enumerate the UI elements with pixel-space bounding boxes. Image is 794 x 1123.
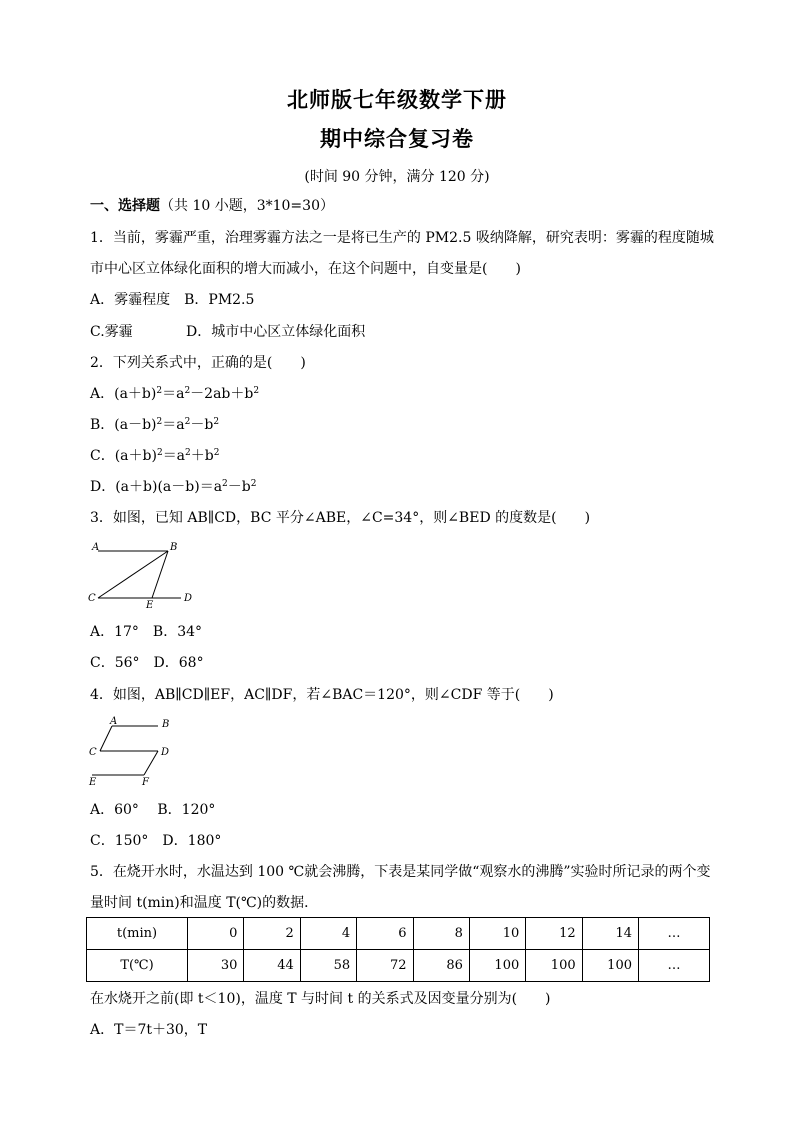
table-cell: 58 (300, 950, 356, 982)
q3-label-e: E (146, 600, 154, 608)
table-cell: 4 (300, 918, 356, 950)
q3-label-b: B (170, 542, 178, 553)
q5-option-a: A．T＝7t＋30，T (90, 1022, 208, 1038)
q4-label-c: C (89, 747, 97, 758)
table-cell: 12 (526, 918, 582, 950)
q5-stem-line3: 在水烧开之前(即 t＜10)，温度 T 与时间 t 的关系式及因变量分别为( ) (90, 991, 551, 1007)
q2-option-a: A．$(a+b)^2=a^2-2ab+b^2$ (90, 386, 260, 402)
table-cell: 44 (244, 950, 300, 982)
table-cell: 14 (582, 918, 638, 950)
q4-options-ab: A．60° B．120° (90, 802, 216, 818)
q5-stem-line2: 量时间 t(min)和温度 T(℃)的数据． (90, 895, 319, 911)
table-cell: … (639, 950, 710, 982)
table-cell: 0 (188, 918, 244, 950)
q3-label-d: D (184, 593, 193, 604)
q2-option-c: C．$(a+b)^2=a^2+b^2$ (90, 448, 220, 464)
q4-label-b: B (162, 719, 170, 730)
q1-stem-line1: 1．当前，雾霾严重，治理雾霾方法之一是将已生产的 PM2.5 吸纳降解，研究表明：雾霾的程度随城 (90, 230, 714, 246)
q3-line-be (152, 551, 168, 598)
q4-label-f: F (142, 777, 149, 786)
table-cell: 2 (244, 918, 300, 950)
section-title: 一、选择题 (90, 198, 160, 214)
q1-options-ab: A．雾霾程度 B．PM2.5 (90, 292, 255, 308)
q3-options-ab: A．17° B．34° (90, 624, 203, 640)
table-cell: 100 (582, 950, 638, 982)
q3-line-bc (98, 551, 168, 598)
q5-stem-line1: 5．在烧开水时，水温达到 100 ℃就会沸腾，下表是某同学做“观察水的沸腾”实验时所记录的两个变 (90, 864, 711, 880)
section-detail: （共 10 小题，3*10=30） (160, 198, 334, 214)
q3-label-c: C (88, 593, 96, 604)
q4-options-cd: C．150° D．180° (90, 833, 222, 849)
table-cell: 10 (469, 918, 525, 950)
q3-figure (86, 538, 216, 608)
document-title: 北师版七年级数学下册 (287, 88, 507, 112)
table-cell: 86 (413, 950, 469, 982)
table-cell: … (639, 918, 710, 950)
section-heading (90, 196, 334, 216)
q1-stem-line2: 市中心区立体绿化面积的增大而减小，在这个问题中，自变量是( ) (90, 261, 521, 277)
q2-option-b: B．$(a-b)^2=a^2-b^2$ (90, 417, 220, 433)
table-cell: 6 (357, 918, 413, 950)
q4-line-ac (100, 726, 112, 751)
q2-stem: 2．下列关系式中，正确的是( ) (90, 355, 306, 371)
q3-options-cd: C．56° D．68° (90, 655, 204, 671)
q1-option-c: C.雾霾 (90, 324, 133, 340)
q4-line-df (144, 751, 158, 775)
q3-stem: 3．如图，已知 AB∥CD，BC 平分∠ABE，∠C=34°，则∠BED 的度数是( ) (90, 510, 591, 526)
exam-info: (时间 90 分钟，满分 120 分) (304, 169, 490, 185)
q3-label-a: A (92, 542, 100, 553)
q4-label-a: A (110, 716, 118, 727)
q1-option-d: D．城市中心区立体绿化面积 (186, 324, 366, 340)
table-row-header: T(℃) (87, 950, 188, 982)
q4-stem: 4．如图，AB∥CD∥EF，AC∥DF，若∠BAC＝120°，则∠CDF 等于( ) (90, 687, 554, 703)
q2-option-d: D．$(a+b)(a-b)=a^2-b^2$ (90, 479, 257, 495)
table-cell: 8 (413, 918, 469, 950)
table-cell: 72 (357, 950, 413, 982)
table-cell: 100 (469, 950, 525, 982)
table-cell: 100 (526, 950, 582, 982)
table-row (87, 950, 710, 982)
q5-data-table (86, 917, 710, 982)
table-row (87, 918, 710, 950)
table-cell: 30 (188, 950, 244, 982)
table-row-header: t(min) (87, 918, 188, 950)
q4-label-d: D (161, 747, 170, 758)
q4-figure (86, 714, 186, 786)
document-subtitle: 期中综合复习卷 (320, 127, 474, 151)
q4-label-e: E (89, 777, 97, 786)
